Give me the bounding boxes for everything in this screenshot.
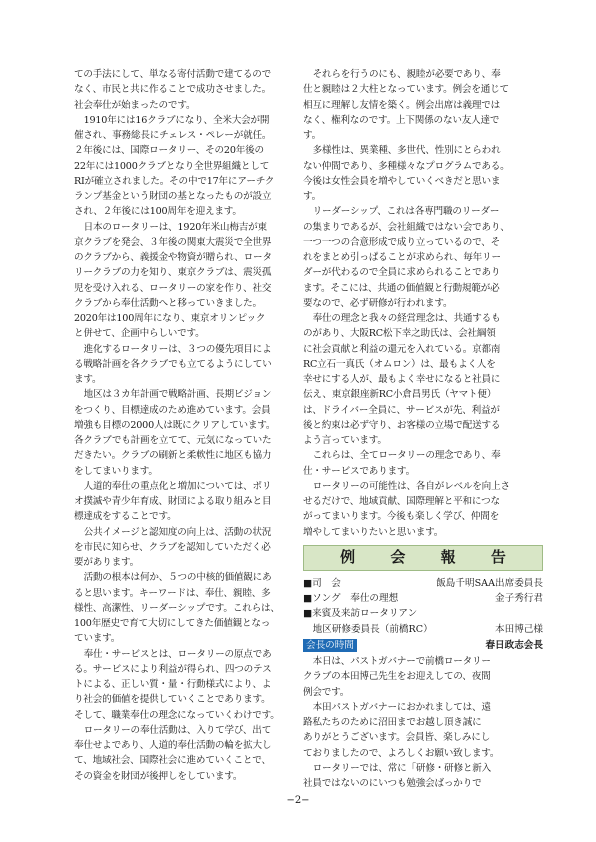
paragraph	[74, 67, 312, 113]
text-line: ての手法にして、単なる寄付活動で建てるので	[74, 69, 272, 80]
text-line: リーダーシップ、これは各専門職のリーダー	[312, 206, 500, 218]
paragraph	[74, 342, 312, 388]
text-line: 幸せにする人が、最もよく幸せになると社員に	[303, 374, 501, 385]
paragraph	[303, 311, 543, 448]
text-line: ます。	[74, 374, 102, 385]
text-line: 仕・サービスであります。	[303, 465, 415, 477]
text-line: せるだけで、地域貢献、国際理解と平和につな	[303, 496, 500, 507]
right-column	[303, 67, 543, 791]
paragraph	[74, 723, 312, 784]
president-time-row	[303, 638, 543, 653]
text-line: 増やしてまいりたいと思います。	[303, 526, 444, 538]
text-line: 公共イメージと認知度の向上は、活動の状況	[83, 526, 272, 538]
text-line: 2020年は100周年になり、東京オリンピック	[74, 313, 266, 324]
paragraph	[303, 700, 543, 761]
text-line: がってまいります。今後も楽しく学び、仲間を	[303, 511, 500, 523]
text-line: は、ドライバー全員に、サービスが先、利益が	[303, 404, 500, 416]
left-column	[74, 67, 312, 784]
text-line: 要があります。	[74, 557, 139, 568]
text-line: ２年後には、国際ロータリー、その20年後の	[74, 145, 264, 157]
text-line: 100年歴史で育て大切にしてきた価値観となっ	[74, 618, 271, 629]
paragraph	[303, 448, 543, 479]
text-line: 仕と親睦は２大柱となっています。例会を通じて	[303, 84, 509, 96]
text-line: ダーが代わるので全員に求められることであり	[303, 267, 501, 279]
text-line: よう言っています。	[303, 435, 387, 446]
text-line: を市民に知らせ、クラブを認知していただく必	[74, 541, 271, 553]
paragraph	[74, 113, 312, 220]
text-line: のがあり、大阪RC松下幸之助氏は、会社綱領	[303, 328, 496, 340]
guest-detail-row	[303, 622, 543, 637]
text-line: 地区は３カ年計画で戦略計画、長期ビジョン	[83, 389, 272, 401]
text-line: リークラブの力を知り、東京クラブは、震災孤	[74, 267, 272, 279]
text-line: 奉仕せよであり、人道的奉仕活動の輪を拡大し	[74, 740, 272, 751]
text-line: それらを行うのにも、親睦が必要であり、奉	[312, 69, 501, 80]
text-line: 22年には1000クラブとなり全世界組織として	[74, 160, 270, 172]
paragraph	[74, 647, 312, 723]
text-line: され、２年後には100周年を迎えます。	[74, 206, 242, 218]
text-line: の集まりであるが、会社組織ではない会であり、	[303, 221, 510, 233]
text-line: をしてまいります。	[74, 465, 158, 477]
text-line: 日本のロータリーは、1920年米山梅吉が東	[83, 221, 267, 233]
text-line: ておりましたので、よろしくお願い致します。	[303, 747, 500, 759]
text-line: 路私たちのために沼田までお越し頂き誠に	[303, 717, 482, 728]
text-line: 増強も目標の2000人は既にクリアしています。	[74, 419, 276, 431]
text-line: す。	[303, 191, 322, 202]
text-line: なく、市民と共に作ることで成功させました。	[74, 84, 272, 96]
text-line: ます。そこには、共通の価値観と行動規範が必	[303, 282, 500, 294]
text-line: り社会的価値を提供していくことであります。	[74, 694, 271, 706]
paragraph	[303, 143, 543, 204]
paragraph	[303, 204, 543, 311]
text-line: ると思います。キーワードは、奉仕、親睦、多	[74, 587, 271, 599]
text-line: 進化するロータリーは、３つの優先項目によ	[83, 343, 272, 355]
text-line: ない仲間であり、多種様々なプログラムである。	[303, 160, 510, 172]
paragraph	[303, 479, 543, 540]
text-line: ロータリーの奉仕活動は、入りて学び、出て	[83, 724, 272, 736]
text-line: ありがとうございます。会員皆、楽しみにし	[303, 732, 491, 744]
song-label: ■ソング 奉仕の理想	[303, 593, 399, 604]
text-line: 要なので、必ず研修が行われます。	[303, 297, 453, 309]
text-line: ロータリーの可能性は、各自がレベルを向上さ	[312, 480, 510, 492]
text-line: 社員ではないのにいつも勉強会ばっかりで	[303, 778, 482, 789]
text-line: 一つ一つの合意形成で成り立っているので、そ	[303, 236, 501, 248]
text-line: これらは、全てロータリーの理念であり、奉	[312, 450, 501, 462]
text-line: 各クラブでも計画を立てて、元気になっていた	[74, 435, 272, 446]
text-line: 活動の根本は何か、５つの中核的価値観にあ	[83, 572, 272, 584]
text-line: と併せて、企画中らしいです。	[74, 328, 205, 340]
song-row	[303, 591, 543, 606]
text-line: 社会奉仕が始まったのです。	[74, 99, 196, 111]
text-line: す。	[303, 130, 322, 141]
text-line: 伝え、東京銀座新RC小倉昌男氏（ヤマト便）	[303, 389, 497, 401]
text-line: 本田パストガバナーにおかれましては、遠	[312, 701, 491, 713]
song-leader: 金子秀行君	[495, 593, 543, 604]
text-line: 後と約束は必ず守り、お客様の立場で配送する	[303, 419, 501, 431]
text-line: 例会です。	[303, 686, 350, 698]
text-line: 多様性は、異業種、多世代、性別にとらわれ	[312, 145, 501, 157]
text-line: ロータリーでは、常に「研修・研修と新入	[312, 762, 492, 774]
text-line: をつくり、目標達成のため進めています。会員	[74, 404, 271, 416]
president-time-badge: 会長の時間	[303, 639, 357, 652]
text-line: だきたい。クラブの刷新と柔軟性に地区も協力	[74, 450, 272, 462]
text-line: そして、職業奉仕の理念になっていくわけです。	[74, 709, 280, 721]
text-line: に社会貢献と利益の還元を入れている。京都南	[303, 343, 501, 355]
guest-row	[303, 606, 543, 621]
mc-label: ■司 会	[303, 577, 341, 589]
text-line: る戦略計画を各クラブでも立てるようにしてい	[74, 358, 272, 370]
text-line: なく、権利なのです。上下関係のない友人達で	[303, 114, 500, 126]
text-line: その資金を財団が後押しをしています。	[74, 770, 243, 782]
paragraph	[74, 525, 312, 571]
guest-name: 本田博己様	[495, 623, 543, 635]
paragraph	[74, 479, 312, 525]
text-line: 標達成をすることです。	[74, 511, 177, 523]
text-line: ています。	[74, 633, 121, 645]
meeting-report-heading: 例 会 報 告	[303, 545, 543, 571]
text-line: オ撲滅や青少年育成、財団による取り組みと目	[74, 496, 272, 507]
paragraph	[303, 761, 543, 792]
paragraph	[74, 387, 312, 479]
paragraph	[303, 654, 543, 700]
text-line: 奉仕・サービスとは、ロータリーの原点であ	[83, 648, 272, 660]
text-line: ランプ基金という財団の基となったものが設立	[74, 191, 272, 202]
text-line: クラブの本田博己先生をお迎えしての、夜間	[303, 671, 491, 683]
text-line: 奉仕の理念と我々の経営理念は、共通するも	[312, 313, 501, 324]
text-line: クラブから奉仕活動へと移っていきました。	[74, 297, 262, 309]
text-line: 1910年には16クラブになり、全米大会が開	[83, 114, 270, 126]
text-line: 京クラブを発会、３年後の関東大震災で全世界	[74, 236, 272, 248]
president-name: 春日政志会長	[485, 639, 543, 651]
text-line: 本日は、パストガバナーで前橋ロータリー	[312, 656, 491, 667]
text-line: る。サービスにより利益が得られ、四つのテス	[74, 663, 272, 675]
text-line: て、地域社会、国際社会に進めていくことで、	[74, 755, 271, 767]
mc-row	[303, 576, 543, 591]
text-line: トによる、正しい質・量・行動様式により、よ	[74, 679, 272, 690]
text-line: 相互に理解し友情を築く。例会出席は義理では	[303, 99, 501, 111]
text-line: 人道的奉仕の重点化と増加については、ポリ	[83, 480, 272, 492]
text-line: 今後は女性会員を増やしていくべきだと思いま	[303, 175, 501, 187]
text-line: のクラブから、義援金や物資が贈られ、ロータ	[74, 252, 272, 263]
text-line: れをまとめ引っぱることが求められ、毎年リー	[303, 252, 501, 263]
text-line: RIが確立されました。その中で17年にアーチク	[74, 175, 275, 187]
page-number: −2−	[286, 795, 310, 806]
guest-label: ■来賓及来訪ロータリアン	[303, 608, 418, 620]
text-line: RC立石一真氏（オムロン）は、最もよく人を	[303, 358, 496, 370]
paragraph	[303, 67, 543, 143]
mc-name: 飯島千明SAA出席委員長	[436, 577, 543, 589]
text-line: 催され、事務総長にチェレス・ペレーが就任。	[74, 130, 272, 141]
text-line: 様性、高潔性、リーダーシップです。これらは、	[74, 602, 280, 614]
paragraph	[74, 570, 312, 646]
text-line: 児を受け入れる、ロータリーの家を作り、社交	[74, 282, 272, 294]
guest-role: 地区研修委員長（前橋RC）	[312, 623, 433, 635]
paragraph	[74, 220, 312, 342]
